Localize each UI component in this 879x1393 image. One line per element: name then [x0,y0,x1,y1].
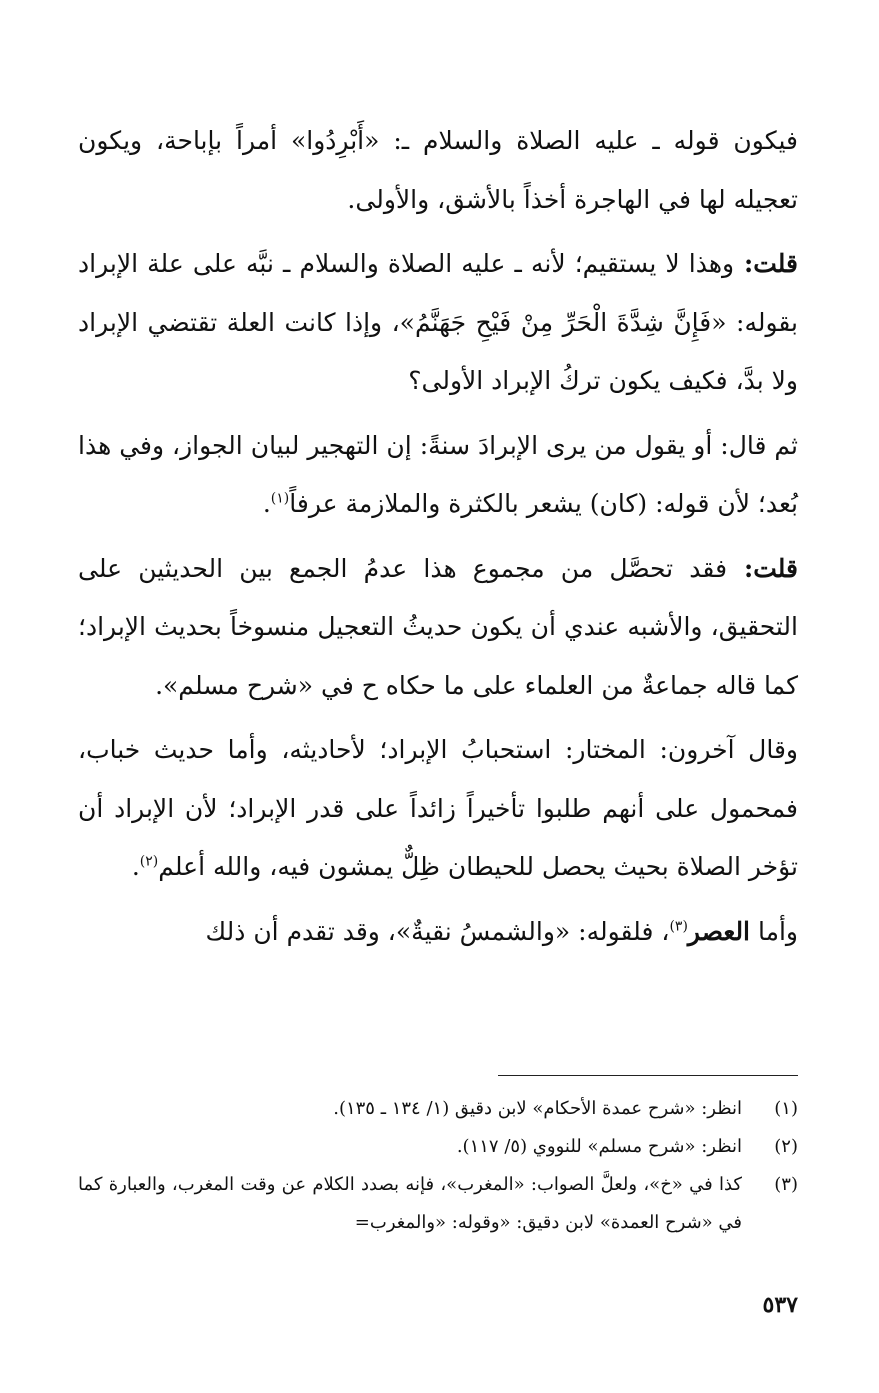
paragraph-6 [78,903,798,962]
paragraph-6-lead: وأما [750,916,798,946]
footnote-2-number: (٢) [774,1136,798,1157]
footnote-2-text: انظر: «شرح مسلم» للنووي (٥/ ١١٧). [456,1136,742,1157]
paragraph-6-keyword: العصر [687,916,751,946]
paragraph-3 [78,417,798,534]
paragraph-4-text: فقد تحصَّل من مجموع هذا عدمُ الجمع بين الحديثين على التحقيق، والأشبه عندي أن يكون حديثُ التعجيل منسوخاً بحديث الإبراد؛ كما قاله جماعةٌ من العلماء على ما حكاه ح في «شرح مسلم». [78,553,798,700]
footnotes [78,1090,798,1242]
footnote-ref-3[interactable]: (٣) [669,918,688,935]
paragraph-4 [78,540,798,716]
footnote-1-number: (١) [774,1098,798,1119]
footnote-1 [78,1090,798,1128]
paragraph-2 [78,235,798,411]
page-number: ٥٣٧ [762,1292,798,1318]
page-body [78,112,798,1352]
paragraph-5-text: وقال آخرون: المختار: استحبابُ الإبراد؛ لأحاديثه، وأما حديث خباب، فمحمول على أنهم طلبوا تأخيراً زائداً على قدر الإبراد؛ لأن الإبراد أن تؤخر الصلاة بحيث يحصل للحيطان ظِلٌّ يمشون فيه، والله أعلم [78,735,798,881]
paragraph-1-text: فيكون قوله ـ عليه الصلاة والسلام ـ: «أَبْرِدُوا» أمراً بإباحة، ويكون تعجيله لها في الهاجرة أخذاً بالأشق، والأولى. [78,126,798,214]
footnote-3 [78,1166,798,1242]
paragraph-5-end: . [131,852,140,881]
footnote-ref-2[interactable]: (٢) [139,853,159,870]
footnote-2 [78,1128,798,1166]
footnote-3-number: (٣) [774,1174,798,1195]
footnote-1-text: انظر: «شرح عمدة الأحكام» لابن دقيق (١/ ١٣٤ ـ ١٣٥). [333,1098,742,1119]
paragraph-6-text: ، فلقوله: «والشمسُ نقيةٌ»، وقد تقدم أن ذلك [205,916,670,946]
paragraph-3-text: ثم قال: أو يقول من يرى الإبرادَ سنةً: إن التهجير لبيان الجواز، وفي هذا بُعد؛ لأن قوله: (كان) يشعر بالكثرة والملازمة عرفاً [78,430,798,518]
footnote-3-text: كذا في «خ»، ولعلَّ الصواب: «المغرب»، فإنه بصدد الكلام عن وقت المغرب، والعبارة كما في «شرح العمدة» لابن دقيق: «وقوله: «والمغرب= [78,1174,742,1233]
paragraph-4-label: قلت: [727,553,798,583]
paragraph-3-end: . [262,489,271,518]
footnote-separator [498,1075,798,1076]
paragraph-2-label: قلت: [734,249,798,278]
footnote-ref-1[interactable]: (١) [270,490,290,507]
paragraph-2-text: وهذا لا يستقيم؛ لأنه ـ عليه الصلاة والسلام ـ نبَّه على علة الإبراد بقوله: «فَإِنَّ شِدَّةَ الْحَرِّ مِنْ فَيْحِ جَهَنَّمُ»، وإذا كانت العلة تقتضي الإبراد ولا بدَّ، فكيف يكون تركُ الإبراد الأولى؟ [78,249,798,395]
paragraph-5 [78,721,798,897]
paragraph-1 [78,112,798,229]
